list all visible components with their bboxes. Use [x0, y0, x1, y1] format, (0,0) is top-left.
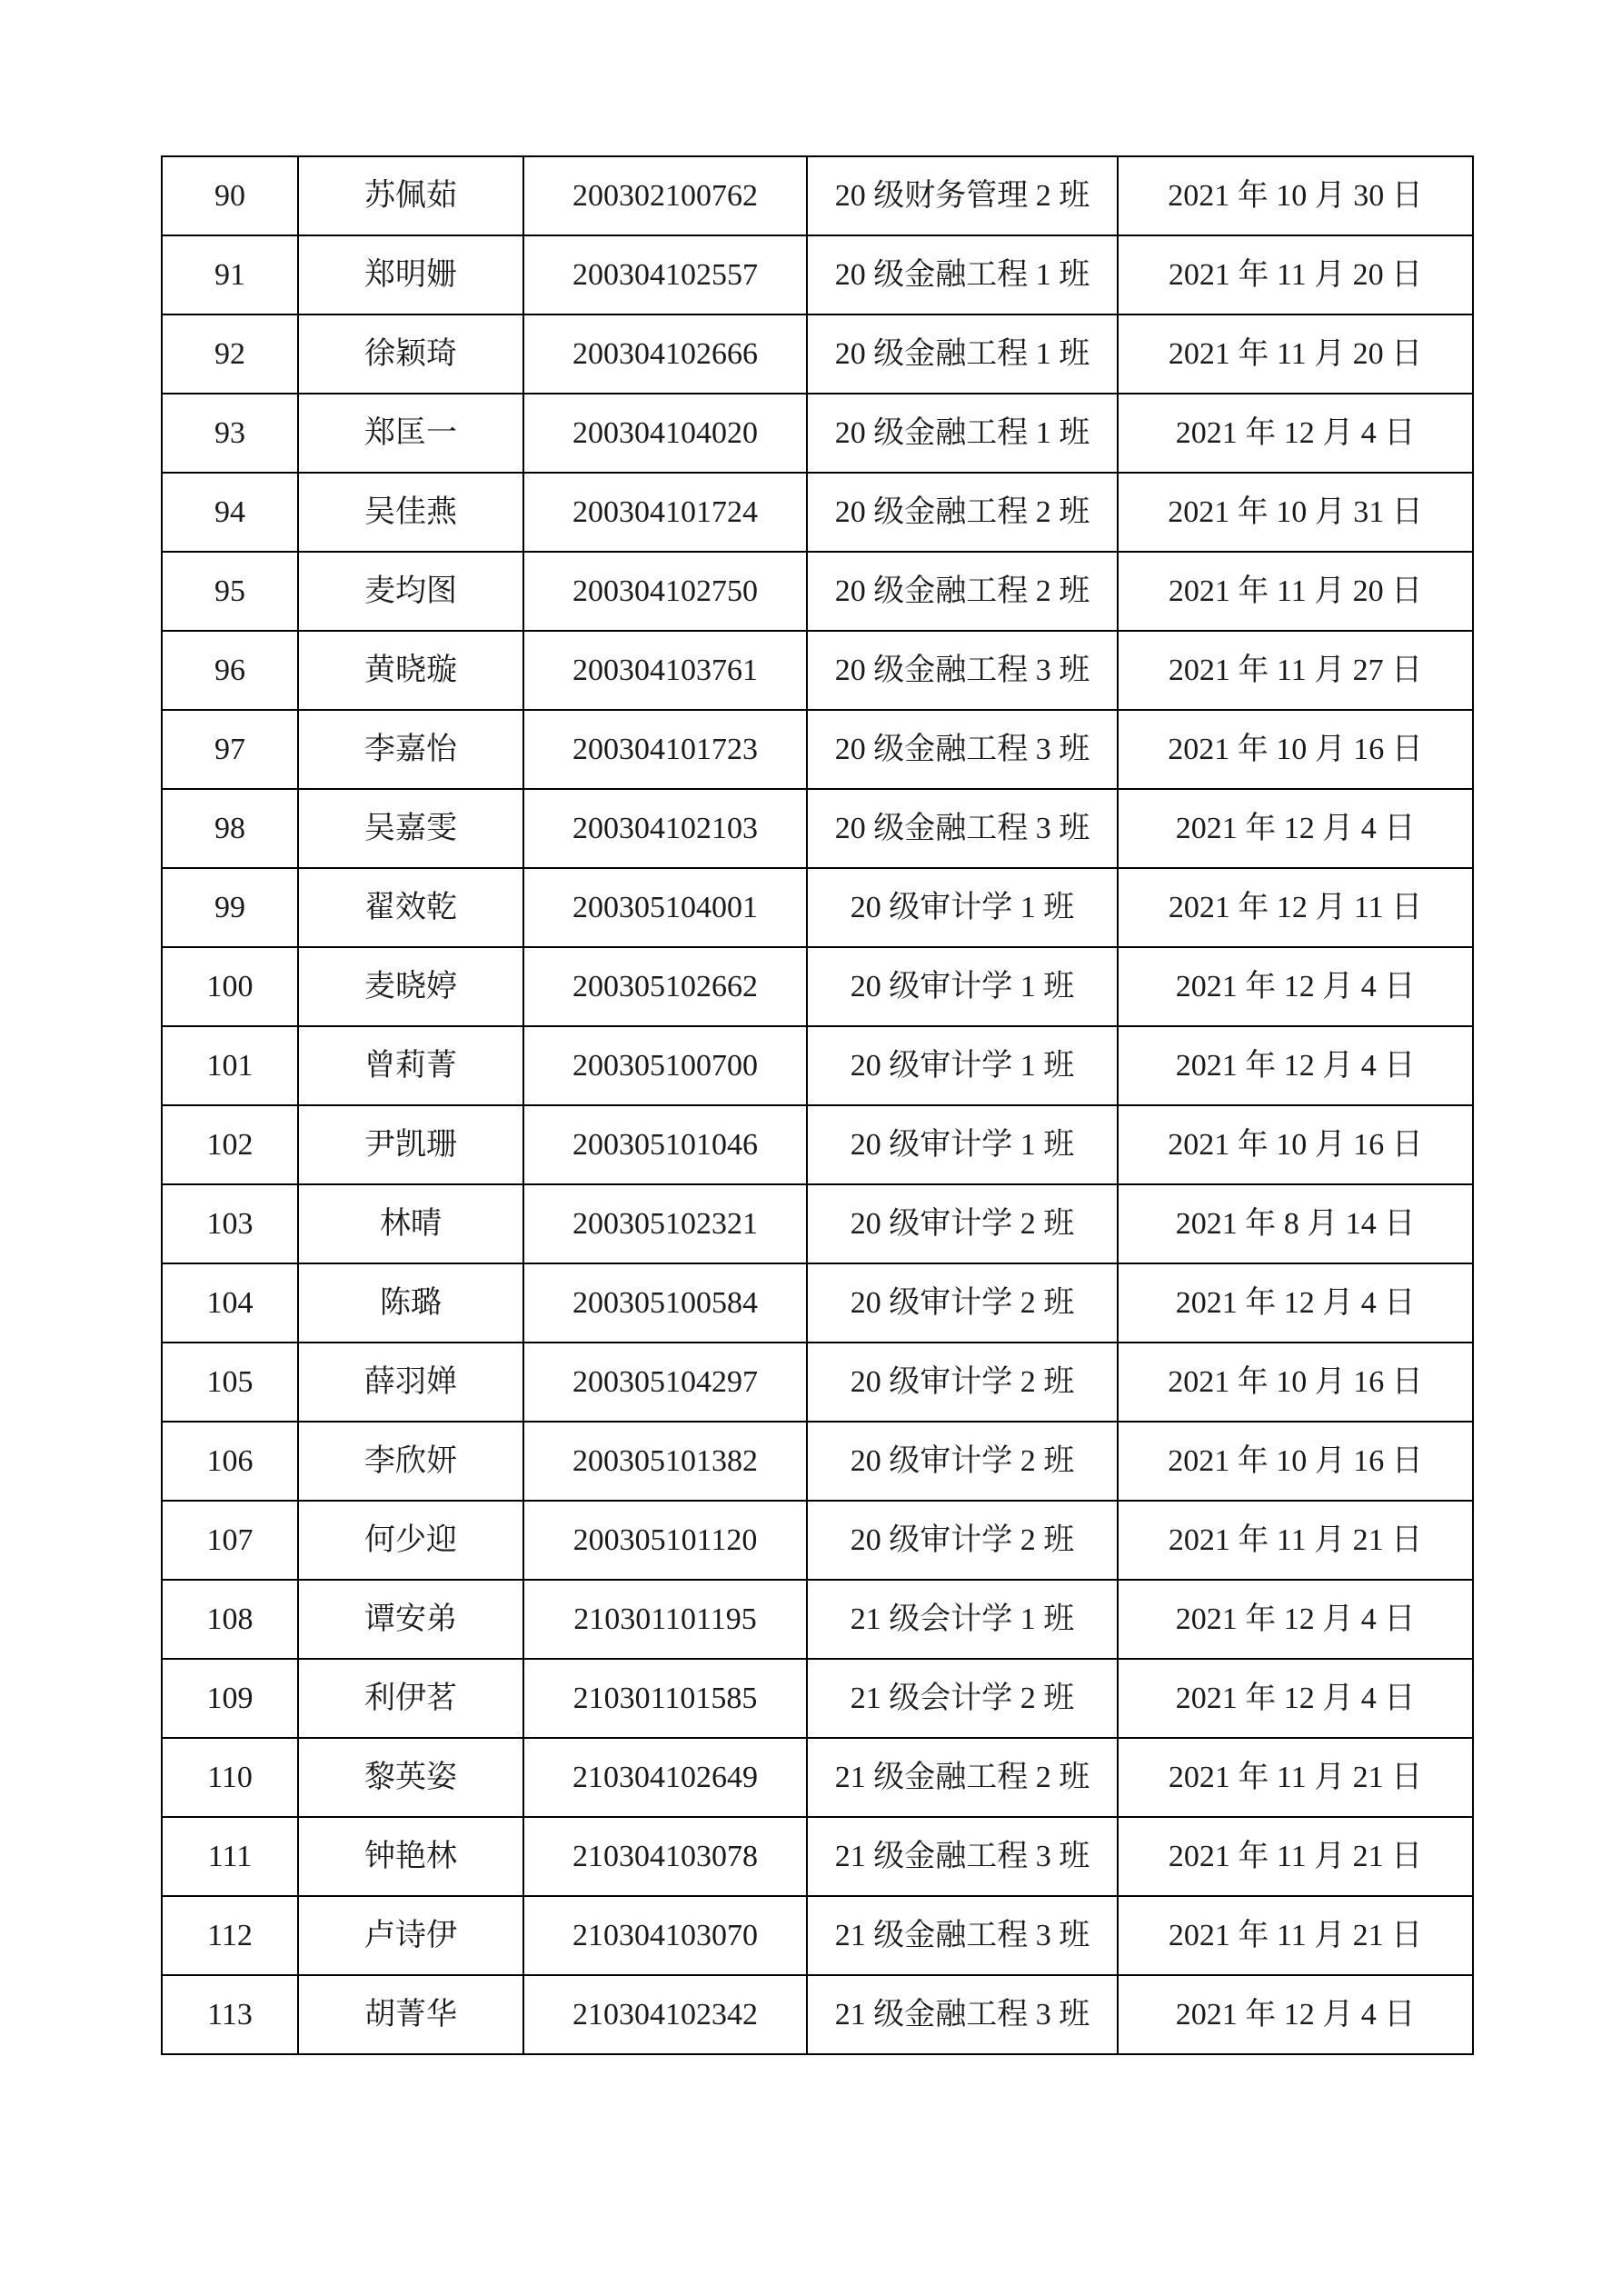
student-name-cell: 苏佩茹 — [298, 156, 523, 235]
student-name-cell: 李欣妍 — [298, 1422, 523, 1501]
table-row — [162, 1343, 1473, 1422]
class-cell: 21 级会计学 1 班 — [807, 1580, 1118, 1659]
date-cell: 2021 年 11 月 21 日 — [1118, 1738, 1473, 1817]
student-id-cell: 200305104001 — [523, 868, 807, 947]
student-name-cell: 何少迎 — [298, 1501, 523, 1580]
date-cell: 2021 年 12 月 11 日 — [1118, 868, 1473, 947]
date-cell: 2021 年 10 月 31 日 — [1118, 473, 1473, 552]
student-name-cell: 麦晓婷 — [298, 947, 523, 1026]
table-row — [162, 552, 1473, 631]
class-cell: 20 级审计学 2 班 — [807, 1263, 1118, 1343]
row-number-cell: 112 — [162, 1896, 298, 1975]
table-row — [162, 156, 1473, 235]
student-name-cell: 吴嘉雯 — [298, 789, 523, 868]
table-row — [162, 868, 1473, 947]
class-cell: 20 级审计学 1 班 — [807, 947, 1118, 1026]
date-cell: 2021 年 10 月 16 日 — [1118, 710, 1473, 789]
student-id-cell: 210301101585 — [523, 1659, 807, 1738]
student-name-cell: 尹凯珊 — [298, 1105, 523, 1184]
student-name-cell: 陈璐 — [298, 1263, 523, 1343]
student-id-cell: 200304101724 — [523, 473, 807, 552]
class-cell: 21 级金融工程 3 班 — [807, 1817, 1118, 1896]
class-cell: 20 级金融工程 1 班 — [807, 394, 1118, 473]
date-cell: 2021 年 12 月 4 日 — [1118, 1580, 1473, 1659]
date-cell: 2021 年 11 月 20 日 — [1118, 314, 1473, 394]
student-name-cell: 卢诗伊 — [298, 1896, 523, 1975]
student-name-cell: 薛羽婵 — [298, 1343, 523, 1422]
date-cell: 2021 年 12 月 4 日 — [1118, 947, 1473, 1026]
row-number-cell: 106 — [162, 1422, 298, 1501]
row-number-cell: 110 — [162, 1738, 298, 1817]
row-number-cell: 107 — [162, 1501, 298, 1580]
student-name-cell: 吴佳燕 — [298, 473, 523, 552]
class-cell: 21 级金融工程 3 班 — [807, 1975, 1118, 2054]
row-number-cell: 111 — [162, 1817, 298, 1896]
class-cell: 20 级金融工程 1 班 — [807, 314, 1118, 394]
class-cell: 20 级金融工程 2 班 — [807, 552, 1118, 631]
row-number-cell: 104 — [162, 1263, 298, 1343]
student-name-cell: 麦均图 — [298, 552, 523, 631]
class-cell: 20 级审计学 2 班 — [807, 1422, 1118, 1501]
class-cell: 20 级金融工程 1 班 — [807, 235, 1118, 314]
date-cell: 2021 年 10 月 30 日 — [1118, 156, 1473, 235]
student-id-cell: 200304102750 — [523, 552, 807, 631]
student-id-cell: 200305101120 — [523, 1501, 807, 1580]
table-row — [162, 1896, 1473, 1975]
table-row — [162, 1263, 1473, 1343]
student-id-cell: 200305104297 — [523, 1343, 807, 1422]
table-row — [162, 1105, 1473, 1184]
student-table — [161, 155, 1474, 2055]
table-row — [162, 710, 1473, 789]
date-cell: 2021 年 12 月 4 日 — [1118, 1975, 1473, 2054]
row-number-cell: 94 — [162, 473, 298, 552]
student-id-cell: 200305102321 — [523, 1184, 807, 1263]
student-name-cell: 钟艳林 — [298, 1817, 523, 1896]
row-number-cell: 102 — [162, 1105, 298, 1184]
class-cell: 20 级审计学 1 班 — [807, 1105, 1118, 1184]
class-cell: 20 级财务管理 2 班 — [807, 156, 1118, 235]
student-id-cell: 200304103761 — [523, 631, 807, 710]
row-number-cell: 100 — [162, 947, 298, 1026]
date-cell: 2021 年 12 月 4 日 — [1118, 789, 1473, 868]
table-row — [162, 1817, 1473, 1896]
table-row — [162, 235, 1473, 314]
date-cell: 2021 年 11 月 21 日 — [1118, 1817, 1473, 1896]
student-id-cell: 200304104020 — [523, 394, 807, 473]
class-cell: 20 级审计学 1 班 — [807, 1026, 1118, 1105]
row-number-cell: 91 — [162, 235, 298, 314]
table-row — [162, 947, 1473, 1026]
student-id-cell: 210301101195 — [523, 1580, 807, 1659]
student-name-cell: 郑匡一 — [298, 394, 523, 473]
table-row — [162, 1501, 1473, 1580]
date-cell: 2021 年 10 月 16 日 — [1118, 1105, 1473, 1184]
class-cell: 21 级金融工程 2 班 — [807, 1738, 1118, 1817]
row-number-cell: 90 — [162, 156, 298, 235]
student-name-cell: 黄晓璇 — [298, 631, 523, 710]
date-cell: 2021 年 11 月 20 日 — [1118, 235, 1473, 314]
table-row — [162, 1975, 1473, 2054]
class-cell: 20 级审计学 2 班 — [807, 1343, 1118, 1422]
class-cell: 20 级金融工程 3 班 — [807, 789, 1118, 868]
class-cell: 20 级金融工程 3 班 — [807, 631, 1118, 710]
student-name-cell: 翟效乾 — [298, 868, 523, 947]
student-id-cell: 200305101382 — [523, 1422, 807, 1501]
row-number-cell: 92 — [162, 314, 298, 394]
class-cell: 20 级审计学 1 班 — [807, 868, 1118, 947]
class-cell: 21 级会计学 2 班 — [807, 1659, 1118, 1738]
row-number-cell: 103 — [162, 1184, 298, 1263]
table-row — [162, 314, 1473, 394]
student-name-cell: 谭安弟 — [298, 1580, 523, 1659]
student-id-cell: 200305101046 — [523, 1105, 807, 1184]
date-cell: 2021 年 12 月 4 日 — [1118, 394, 1473, 473]
student-name-cell: 林晴 — [298, 1184, 523, 1263]
table-body — [162, 156, 1473, 2054]
student-name-cell: 曾莉菁 — [298, 1026, 523, 1105]
row-number-cell: 97 — [162, 710, 298, 789]
date-cell: 2021 年 12 月 4 日 — [1118, 1026, 1473, 1105]
class-cell: 20 级金融工程 2 班 — [807, 473, 1118, 552]
student-id-cell: 200304102666 — [523, 314, 807, 394]
date-cell: 2021 年 11 月 21 日 — [1118, 1896, 1473, 1975]
table-row — [162, 1580, 1473, 1659]
table-row — [162, 1184, 1473, 1263]
date-cell: 2021 年 12 月 4 日 — [1118, 1659, 1473, 1738]
student-name-cell: 胡菁华 — [298, 1975, 523, 2054]
row-number-cell: 99 — [162, 868, 298, 947]
table-row — [162, 394, 1473, 473]
student-id-cell: 200305100584 — [523, 1263, 807, 1343]
student-id-cell: 200305102662 — [523, 947, 807, 1026]
student-id-cell: 210304103078 — [523, 1817, 807, 1896]
student-name-cell: 徐颖琦 — [298, 314, 523, 394]
student-name-cell: 黎英姿 — [298, 1738, 523, 1817]
class-cell: 20 级审计学 2 班 — [807, 1184, 1118, 1263]
table-row — [162, 473, 1473, 552]
date-cell: 2021 年 11 月 21 日 — [1118, 1501, 1473, 1580]
table-row — [162, 1026, 1473, 1105]
student-id-cell: 210304103070 — [523, 1896, 807, 1975]
row-number-cell: 98 — [162, 789, 298, 868]
table-row — [162, 631, 1473, 710]
student-id-cell: 200302100762 — [523, 156, 807, 235]
table-row — [162, 1738, 1473, 1817]
table-row — [162, 1422, 1473, 1501]
student-name-cell: 利伊茗 — [298, 1659, 523, 1738]
date-cell: 2021 年 10 月 16 日 — [1118, 1422, 1473, 1501]
date-cell: 2021 年 12 月 4 日 — [1118, 1263, 1473, 1343]
student-id-cell: 200304102103 — [523, 789, 807, 868]
row-number-cell: 101 — [162, 1026, 298, 1105]
row-number-cell: 95 — [162, 552, 298, 631]
row-number-cell: 105 — [162, 1343, 298, 1422]
class-cell: 20 级审计学 2 班 — [807, 1501, 1118, 1580]
student-id-cell: 210304102649 — [523, 1738, 807, 1817]
row-number-cell: 93 — [162, 394, 298, 473]
student-name-cell: 郑明姗 — [298, 235, 523, 314]
class-cell: 21 级金融工程 3 班 — [807, 1896, 1118, 1975]
row-number-cell: 108 — [162, 1580, 298, 1659]
row-number-cell: 96 — [162, 631, 298, 710]
row-number-cell: 113 — [162, 1975, 298, 2054]
date-cell: 2021 年 11 月 27 日 — [1118, 631, 1473, 710]
class-cell: 20 级金融工程 3 班 — [807, 710, 1118, 789]
student-id-cell: 200304102557 — [523, 235, 807, 314]
date-cell: 2021 年 10 月 16 日 — [1118, 1343, 1473, 1422]
row-number-cell: 109 — [162, 1659, 298, 1738]
table-row — [162, 1659, 1473, 1738]
student-id-cell: 210304102342 — [523, 1975, 807, 2054]
date-cell: 2021 年 8 月 14 日 — [1118, 1184, 1473, 1263]
student-id-cell: 200305100700 — [523, 1026, 807, 1105]
student-id-cell: 200304101723 — [523, 710, 807, 789]
student-name-cell: 李嘉怡 — [298, 710, 523, 789]
date-cell: 2021 年 11 月 20 日 — [1118, 552, 1473, 631]
table-row — [162, 789, 1473, 868]
